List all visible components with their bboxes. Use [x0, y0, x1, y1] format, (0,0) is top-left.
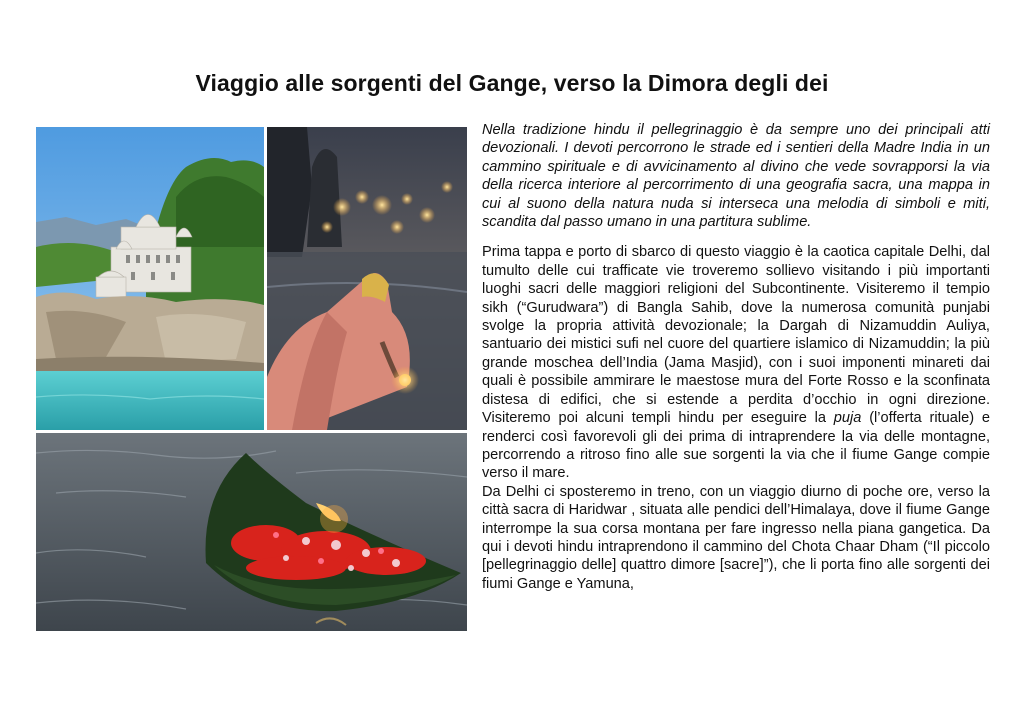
temple-river-photo [36, 127, 264, 430]
delhi-paragraph [482, 243, 990, 482]
intro-paragraph: Nella tradizione hindu il pellegrinaggio è da sempre uno dei principali atti devozionali. I devoti percorrono le strade ed i sentieri della Madre India in un cammino spirituale e di avvicinamento al divino che vede sovrapporsi la via della ricerca interiore al percorrimento di una geografia sacra, una mappa in cui al suono della natura nuda si interseca una melodia di simboli e miti, scandita dal passo umano in una partitura sublime. [482, 122, 990, 231]
page-title: Viaggio alle sorgenti del Gange, verso la Dimora degli dei [195, 70, 829, 96]
puja-term: puja [833, 410, 862, 427]
flower-offering-photo [36, 433, 467, 631]
delhi-text-part2: (l’offerta rituale) e renderci così favorevoli gli dei prima di intraprendere la via delle montagne, percorrendo a ritroso fino alle sue sorgenti la via che il fiume Gange compie verso il mare. [482, 410, 990, 482]
delhi-text-part1: Prima tappa e porto di sbarco di questo viaggio è la caotica capitale Delhi, dal tumulto delle cui trafficate vie troveremo sollievo visitando i più importanti luoghi sacri delle maggiori religioni del Subcontinente. Visiteremo il tempio sikh (“Gurudwara”) di Bangla Sahib, dove la numerosa comunità punjabi svolge la propria attività devozionale; la Dargah di Nizamuddin Auliya, santuario dei mistici sufi nel cuore del quartiere islamico di Nizamuddin; la più grande moschea dell’India (Jama Masjid), con i suoi imponenti minareti dai quali è possibile ammirare le maestose mura del Forte Rosso e la sconfinata distesa di edifici, che si estende a perdita d’occhio in ogni direzione. Visiteremo poi alcuni templi hindu per eseguire la [482, 244, 990, 427]
woman-diya-photo [267, 127, 467, 430]
haridwar-paragraph: Da Delhi ci sposteremo in treno, con un viaggio diurno di poche ore, verso la città sacra di Haridwar , situata alle pendici dell’Himalaya, dove il fiume Gange interrompe la sua corsa montana per fare ingresso nella piana gangetica. Da qui i devoti hindu intraprendono il cammino del Chota Chaar Dham (“Il piccolo [pellegrinaggio delle] quattro dimore [sacre]”), che li porta fino alle sorgenti dei fiumi Gange e Yamuna, [482, 483, 990, 592]
article-text [482, 121, 990, 593]
